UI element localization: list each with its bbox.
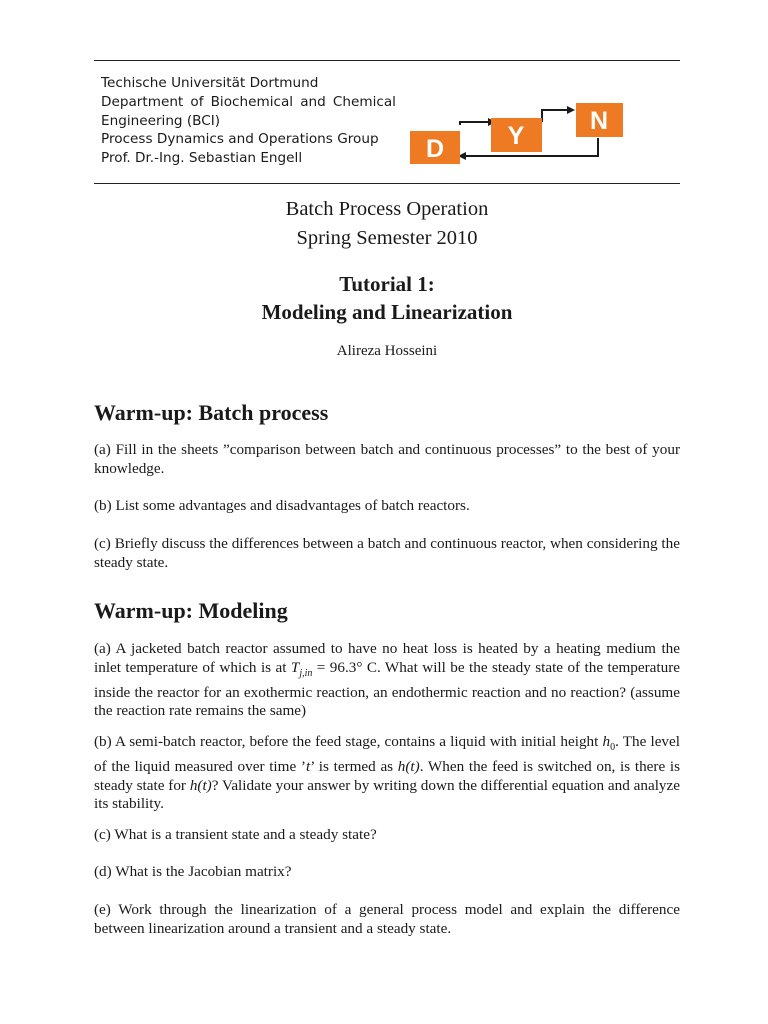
question-modeling-b: (b) A semi-batch reactor, before the feed stage, contains a liquid with initial height $h_0$. The level of the liquid measured over time ’t’ is termed as h(t). When the feed is switched on, is there is steady state for h(t)? Validate your answer by writing down the differential equation and analyze its stability.: [94, 733, 681, 813]
header-rule-top: [94, 60, 680, 61]
tutorial-number: Tutorial 1:: [339, 272, 435, 296]
logo-n-letter: N: [589, 107, 609, 135]
course-title: Batch Process Operation: [285, 198, 489, 220]
logo-y-letter: Y: [507, 122, 525, 150]
section-title-batch-process: Warm-up: Batch process: [94, 400, 329, 425]
department-line: Department of Biochemical and Chemical: [101, 93, 396, 110]
logo-d-letter: D: [425, 135, 445, 163]
question-modeling-e: (e) Work through the linearization of a general process model and explain the difference between linearization around a transient and a steady state.: [94, 901, 680, 937]
tutorial-topic: Modeling and Linearization: [261, 300, 513, 324]
question-batch-c: (c) Briefly discuss the differences between a batch and continuous reactor, when considering the steady state.: [94, 535, 680, 571]
header-rule-bottom: [94, 183, 680, 184]
group-name: Process Dynamics and Operations Group: [101, 131, 379, 148]
dyn-logo: [400, 98, 640, 178]
university-name: Techische Universität Dortmund: [101, 75, 319, 91]
question-modeling-d: (d) What is the Jacobian matrix?: [94, 863, 292, 880]
author-name: Alireza Hosseini: [336, 343, 438, 359]
question-batch-b: (b) List some advantages and disadvantages of batch reactors.: [94, 497, 470, 514]
institution-header: [101, 74, 396, 168]
course-semester: Spring Semester 2010: [296, 227, 478, 249]
section-title-modeling: Warm-up: Modeling: [94, 598, 288, 623]
professor-name: Prof. Dr.-Ing. Sebastian Engell: [101, 150, 303, 167]
department-line-2: Engineering (BCI): [101, 112, 221, 129]
question-modeling-c: (c) What is a transient state and a steady state?: [94, 826, 377, 843]
question-batch-a: (a) Fill in the sheets ”comparison between batch and continuous processes” to the best of your knowledge.: [94, 441, 680, 477]
question-modeling-a: (a) A jacketed batch reactor assumed to have no heat loss is heated by a heating medium the inlet temperature of which is at $T_{j,in} = 96.3^\circ$ C. What will be the steady state of the temperature inside the reactor for an exothermic reaction, an endothermic reaction and no reaction? (assume the reaction rate remains the same): [94, 640, 680, 720]
